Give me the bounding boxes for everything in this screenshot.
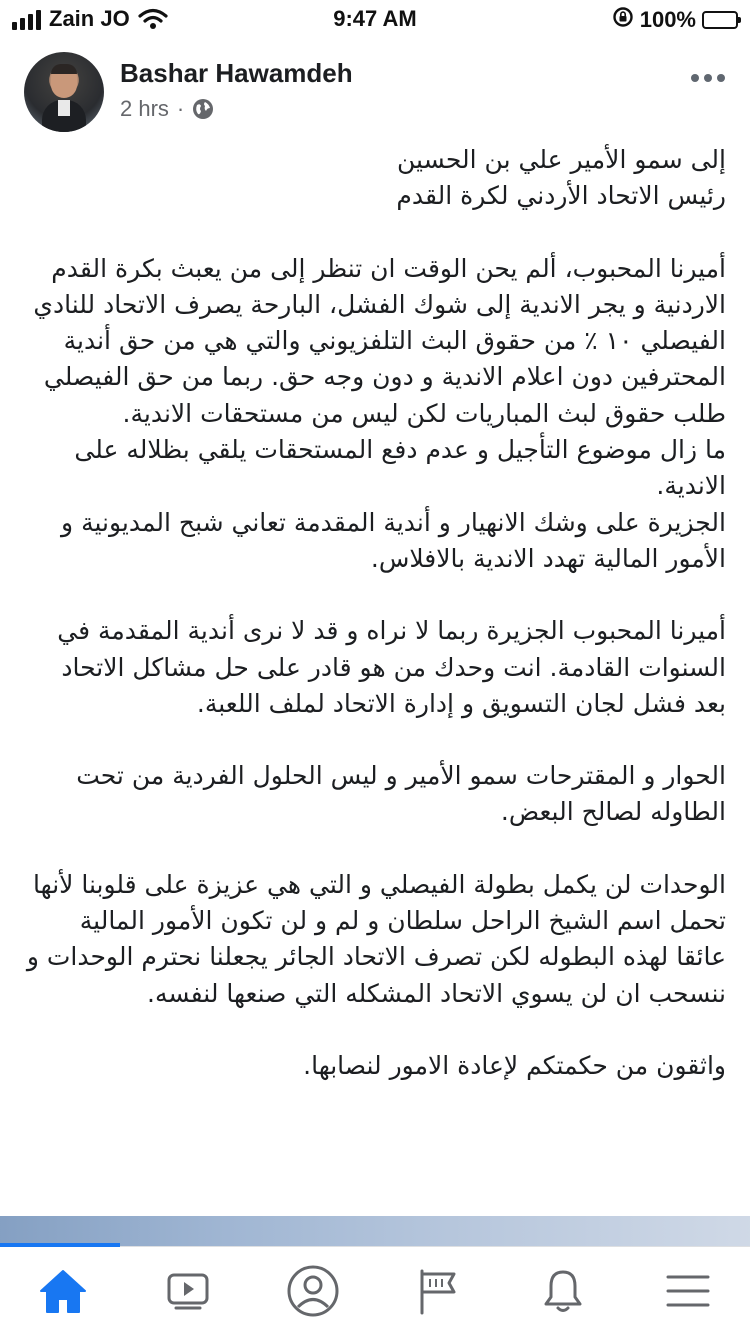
flag-icon xyxy=(416,1267,460,1315)
post-paragraph: الوحدات لن يكمل بطولة الفيصلي و التي هي عزيزة على قلوبنا لأنها تحمل اسم الشيخ الراحل سلطان و لم و لن تكون الأمور المالية عائقا لهذه البطوله لكن تصرف الاتحاد الجائر يجعلنا نحترم الوحدات و ننسحب ان لن يسوي الاتحاد المشكله التي صنعها لنفسه. xyxy=(26,869,726,1008)
meta-separator: · xyxy=(176,96,185,121)
profile-icon xyxy=(286,1264,340,1318)
tab-home[interactable] xyxy=(0,1247,125,1335)
post-meta xyxy=(120,96,214,122)
more-options-icon[interactable] xyxy=(688,68,728,88)
post-paragraph-closing: واثقون من حكمتكم لإعادة الامور لنصابها. xyxy=(303,1050,726,1080)
post-paragraph: الجزيرة على وشك الانهيار و أندية المقدمة تعاني شبح المديونية و الأمور المالية تهدد الاندية بالافلاس. xyxy=(61,507,726,573)
tab-notifications[interactable] xyxy=(500,1247,625,1335)
status-right xyxy=(612,6,738,33)
orientation-lock-icon xyxy=(612,6,634,33)
tab-pages[interactable] xyxy=(375,1247,500,1335)
post-image-preview[interactable] xyxy=(0,1216,750,1246)
battery-icon xyxy=(702,11,738,29)
post-header xyxy=(24,52,728,134)
battery-percent: 100% xyxy=(639,6,696,32)
post-time[interactable]: 2 hrs xyxy=(120,96,169,121)
tab-profile[interactable] xyxy=(250,1247,375,1335)
status-bar xyxy=(0,0,750,40)
carrier-name: Zain JO xyxy=(49,6,130,31)
tab-bar xyxy=(0,1246,750,1335)
avatar[interactable] xyxy=(24,52,104,132)
globe-icon xyxy=(192,98,214,120)
post-line-recipient: إلى سمو الأمير علي بن الحسين xyxy=(397,145,726,174)
post-line-title: رئيس الاتحاد الأردني لكرة القدم xyxy=(396,181,726,211)
tab-watch[interactable] xyxy=(125,1247,250,1335)
post-paragraph: الحوار و المقترحات سمو الأمير و ليس الحلول الفردية من تحت الطاوله لصالح البعض. xyxy=(76,761,726,827)
home-icon xyxy=(38,1268,88,1314)
clock: 9:47 AM xyxy=(333,6,417,31)
post-body xyxy=(24,142,726,1084)
post-paragraph: أميرنا المحبوب الجزيرة ربما لا نراه و قد لا نرى أندية المقدمة في السنوات القادمة. انت وحدك من هو قادر على حل مشاكل الاتحاد بعد فشل لجان التسويق و إدارة الاتحاد لملف اللعبة. xyxy=(57,616,726,718)
tab-menu[interactable] xyxy=(625,1247,750,1335)
post-paragraph: أميرنا المحبوب، ألم يحن الوقت ان تنظر إلى من يعبث بكرة القدم الاردنية و يجر الاندية إلى شوك الفشل، البارحة يصرف الاتحاد للنادي الفيصلي ١٠ ٪ من حقوق البث التلفزيوني والتي هي من حق أندية المحترفين دون اعلام الاندية و دون وجه حق. ربما من حق الفيصلي طلب حقوق لبث المباريات لكن ليس من مستحقات الاندية. xyxy=(33,253,726,428)
video-icon xyxy=(166,1271,210,1311)
menu-icon xyxy=(666,1273,710,1309)
post-paragraph: ما زال موضوع التأجيل و عدم دفع المستحقات يلقي بظلاله على الاندية. xyxy=(74,435,726,501)
author-name[interactable]: Bashar Hawamdeh xyxy=(120,58,353,88)
bell-icon xyxy=(541,1267,585,1315)
